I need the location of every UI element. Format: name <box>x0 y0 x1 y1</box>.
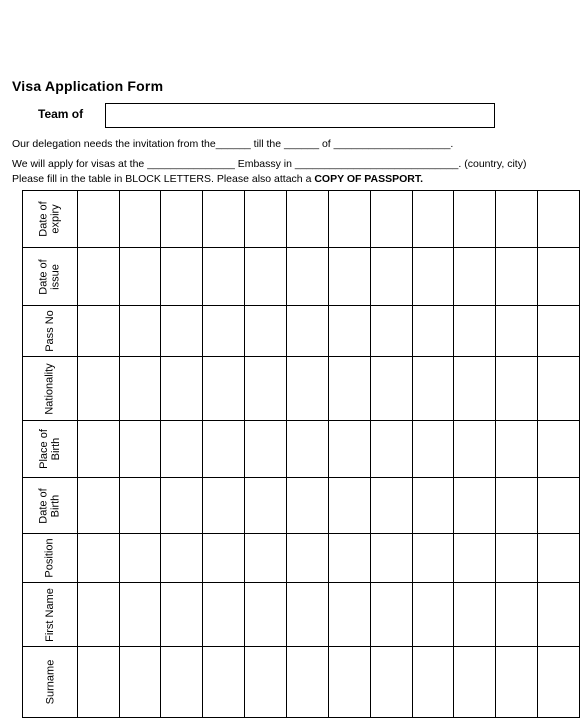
table-cell[interactable] <box>245 357 287 421</box>
table-row <box>23 306 580 357</box>
table-cell[interactable] <box>370 647 412 718</box>
table-cell[interactable] <box>496 306 538 357</box>
table-cell[interactable] <box>77 478 119 534</box>
table-cell[interactable] <box>119 306 161 357</box>
table-cell[interactable] <box>454 478 496 534</box>
table-cell[interactable] <box>370 583 412 647</box>
table-cell[interactable] <box>161 357 203 421</box>
table-cell[interactable] <box>538 248 580 306</box>
table-cell[interactable] <box>119 191 161 248</box>
table-cell[interactable] <box>538 421 580 478</box>
table-cell[interactable] <box>370 421 412 478</box>
table-cell[interactable] <box>538 534 580 583</box>
table-cell[interactable] <box>245 421 287 478</box>
table-cell[interactable] <box>119 478 161 534</box>
table-cell[interactable] <box>328 306 370 357</box>
instruction-text: Please fill in the table in BLOCK LETTERS. Please also attach a <box>12 173 315 185</box>
table-cell[interactable] <box>245 583 287 647</box>
row-header <box>23 421 78 478</box>
table-cell[interactable] <box>77 421 119 478</box>
table-cell[interactable] <box>203 583 245 647</box>
table-cell[interactable] <box>412 421 454 478</box>
row-header <box>23 647 78 718</box>
table-cell[interactable] <box>454 647 496 718</box>
table-cell[interactable] <box>328 534 370 583</box>
table-row <box>23 534 580 583</box>
table-cell[interactable] <box>245 534 287 583</box>
table-row <box>23 248 580 306</box>
row-header-label: Place of Birth <box>37 429 62 469</box>
table-cell[interactable] <box>370 478 412 534</box>
table-cell[interactable] <box>203 191 245 248</box>
table-cell[interactable] <box>370 248 412 306</box>
table-cell[interactable] <box>412 248 454 306</box>
table-cell[interactable] <box>496 421 538 478</box>
table-cell[interactable] <box>77 306 119 357</box>
table-cell[interactable] <box>77 191 119 248</box>
table-cell[interactable] <box>287 478 329 534</box>
table-cell[interactable] <box>119 248 161 306</box>
table-cell[interactable] <box>496 583 538 647</box>
table-cell[interactable] <box>454 421 496 478</box>
table-cell[interactable] <box>496 647 538 718</box>
table-cell[interactable] <box>161 248 203 306</box>
table-cell[interactable] <box>245 478 287 534</box>
team-input[interactable] <box>105 103 495 128</box>
table-row <box>23 583 580 647</box>
table-cell[interactable] <box>538 478 580 534</box>
row-header-label: Date of expiry <box>37 201 62 237</box>
instruction-line <box>12 173 423 185</box>
table-cell[interactable] <box>203 248 245 306</box>
table-cell[interactable] <box>538 191 580 248</box>
table-cell[interactable] <box>203 647 245 718</box>
table-cell[interactable] <box>454 248 496 306</box>
table-cell[interactable] <box>454 357 496 421</box>
applicant-table <box>22 190 580 718</box>
table-cell[interactable] <box>245 248 287 306</box>
table-cell[interactable] <box>77 583 119 647</box>
table-cell[interactable] <box>161 583 203 647</box>
table-cell[interactable] <box>287 534 329 583</box>
table-cell[interactable] <box>161 421 203 478</box>
table-cell[interactable] <box>287 191 329 248</box>
row-header-label: Position <box>43 538 56 578</box>
team-label: Team of <box>38 107 84 121</box>
table-cell[interactable] <box>328 421 370 478</box>
table-cell[interactable] <box>328 248 370 306</box>
table-cell[interactable] <box>454 534 496 583</box>
table-cell[interactable] <box>496 534 538 583</box>
row-header-label: Nationality <box>43 362 56 415</box>
table-cell[interactable] <box>119 534 161 583</box>
table-cell[interactable] <box>370 191 412 248</box>
row-header-label: First Name <box>43 587 56 642</box>
table-cell[interactable] <box>412 191 454 248</box>
table-cell[interactable] <box>287 647 329 718</box>
table-cell[interactable] <box>161 306 203 357</box>
table-cell[interactable] <box>245 306 287 357</box>
table-cell[interactable] <box>119 421 161 478</box>
table-cell[interactable] <box>119 583 161 647</box>
passport-note: COPY OF PASSPORT. <box>314 173 424 185</box>
table-cell[interactable] <box>203 534 245 583</box>
row-header-label: Pass No <box>43 310 56 352</box>
row-header-label: Surname <box>43 659 56 705</box>
table-cell[interactable] <box>454 583 496 647</box>
table-cell[interactable] <box>287 357 329 421</box>
table-cell[interactable] <box>287 421 329 478</box>
table-row <box>23 647 580 718</box>
table-cell[interactable] <box>328 357 370 421</box>
row-header <box>23 306 78 357</box>
table-cell[interactable] <box>161 478 203 534</box>
row-header <box>23 478 78 534</box>
row-header-label: Date of issue <box>37 258 62 295</box>
table-cell[interactable] <box>538 583 580 647</box>
table-cell[interactable] <box>203 421 245 478</box>
table-cell[interactable] <box>454 306 496 357</box>
row-header-label: Date of Birth <box>37 487 62 524</box>
table-cell[interactable] <box>538 647 580 718</box>
embassy-line: We will apply for visas at the _______________ Embassy in ____________________________. (country, city) <box>12 158 527 170</box>
row-header <box>23 583 78 647</box>
table-cell[interactable] <box>496 248 538 306</box>
table-cell[interactable] <box>328 478 370 534</box>
table-cell[interactable] <box>245 191 287 248</box>
table-cell[interactable] <box>328 647 370 718</box>
table-cell[interactable] <box>370 306 412 357</box>
table-cell[interactable] <box>496 478 538 534</box>
table-cell[interactable] <box>412 534 454 583</box>
table-row <box>23 357 580 421</box>
table-cell[interactable] <box>287 583 329 647</box>
table-cell[interactable] <box>203 306 245 357</box>
table-cell[interactable] <box>412 478 454 534</box>
table-cell[interactable] <box>538 306 580 357</box>
table-row <box>23 191 580 248</box>
table-cell[interactable] <box>161 534 203 583</box>
table-cell[interactable] <box>370 534 412 583</box>
table-cell[interactable] <box>370 357 412 421</box>
row-header <box>23 357 78 421</box>
table-cell[interactable] <box>328 191 370 248</box>
table-cell[interactable] <box>245 647 287 718</box>
table-cell[interactable] <box>412 357 454 421</box>
row-header <box>23 534 78 583</box>
table-cell[interactable] <box>119 357 161 421</box>
table-cell[interactable] <box>328 583 370 647</box>
table-cell[interactable] <box>496 191 538 248</box>
table-cell[interactable] <box>77 357 119 421</box>
table-row <box>23 421 580 478</box>
table-cell[interactable] <box>412 647 454 718</box>
table-cell[interactable] <box>161 647 203 718</box>
table-cell[interactable] <box>538 357 580 421</box>
table-cell[interactable] <box>203 357 245 421</box>
table-cell[interactable] <box>496 357 538 421</box>
table-cell[interactable] <box>77 647 119 718</box>
table-cell[interactable] <box>161 191 203 248</box>
table-cell[interactable] <box>412 306 454 357</box>
row-header <box>23 191 78 248</box>
table-cell[interactable] <box>287 248 329 306</box>
table-cell[interactable] <box>454 191 496 248</box>
table-row <box>23 478 580 534</box>
invitation-line: Our delegation needs the invitation from the______ till the ______ of ____________________. <box>12 138 454 150</box>
table-cell[interactable] <box>77 534 119 583</box>
table-cell[interactable] <box>119 647 161 718</box>
table-cell[interactable] <box>77 248 119 306</box>
table-cell[interactable] <box>287 306 329 357</box>
form-title: Visa Application Form <box>12 78 164 94</box>
table-cell[interactable] <box>412 583 454 647</box>
row-header <box>23 248 78 306</box>
table-cell[interactable] <box>203 478 245 534</box>
